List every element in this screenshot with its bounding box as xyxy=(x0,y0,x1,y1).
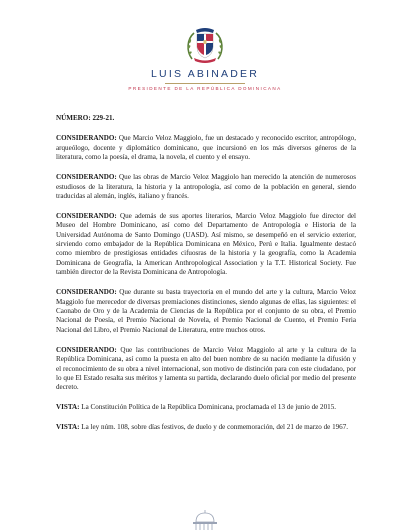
paragraph-text: La ley núm. 108, sobre días festivos, de duelo y de conmemoración, del 21 de marzo de 1967. xyxy=(79,423,349,432)
letterhead-name: LUIS ABINADER xyxy=(151,68,259,80)
paragraph-text: Que además de sus aportes literarios, Marcio Veloz Maggiolo fue director del Museo del Hombre Dominicano, así como del Departamento de Antropología e Historia de la Universidad Autónoma de Santo Domingo (UASD). Así mismo, se desempeñó en el servicio exterior, sirviendo como embajador de la República Dominicana en México, Perú e Italia. Igualmente destacó como miembro de prestigiosas entidades cifuosras de la historia y la geografía, como la Academia Dominicana de Geografía, la American Anthropological Association y la T.T. Historical Society. Fue también director de la Revista Dominicana de Antropología. xyxy=(56,211,356,277)
paragraph-text: Que las contribuciones de Marcio Veloz Maggiolo al arte y la cultura de la República Dominicana, así como la puesta en alto del buen nombre de su nación mediante la difusión y el reconocimiento de su obra a nivel internacional, son motivo de distinción para con este ciudadano, por lo que El Estado resalta sus méritos y lamenta su partida, declarando duelo oficial por medio del presente decreto. xyxy=(56,345,356,392)
vista-paragraph-1 xyxy=(56,403,356,412)
national-palace-icon xyxy=(187,508,223,530)
considerando-paragraph-2 xyxy=(56,173,356,201)
considerando-paragraph-3 xyxy=(56,212,356,278)
paragraph-label: VISTA: xyxy=(56,423,80,432)
considerando-paragraph-4 xyxy=(56,288,356,335)
decree-body xyxy=(56,114,356,443)
letterhead-subtitle: PRESIDENTE DE LA REPÚBLICA DOMINICANA xyxy=(128,86,282,91)
considerando-paragraph-1 xyxy=(56,134,356,162)
considerando-paragraph-5 xyxy=(56,346,356,393)
paragraph-text: Que las obras de Marcio Veloz Maggiolo han merecido la atención de numerosos estudiosos de la literatura, la historia y la antropología, así como de la población en general, siendo traducidas al alemán, inglés, italiano y francés. xyxy=(56,173,356,200)
paragraph-label: CONSIDERANDO: xyxy=(56,211,117,220)
vista-paragraph-2 xyxy=(56,423,356,432)
letterhead-divider xyxy=(165,83,245,84)
paragraph-label: CONSIDERANDO: xyxy=(56,345,117,354)
coat-of-arms-icon xyxy=(184,25,226,65)
paragraph-text: Que durante su basta trayectoria en el mundo del arte y la cultura, Marcio Veloz Maggiolo fue merecedor de diversas premiaciones distinciones, siendo algunas de ellas, las siguientes: el Caonabo de Oro y de la Academia de Ciencias de la República por el conjunto de su obra, el Premio Nacional de Poesía, el Premio Nacional de Novela, el Premio Nacional de Cuento, el Premio Feria Nacional del Libro, el Premio Nacional de Literatura, entre muchos otros. xyxy=(56,288,356,334)
paragraph-text: Que Marcio Veloz Maggiolo, fue un destacado y reconocido escritor, antropólogo, arqueólogo, docente y diplomático dominicano, que incursionó en los más diversos géneros de la literatura, como la poesía, el drama, la novela, el cuento y el ensayo. xyxy=(56,134,356,162)
decree-number: NÚMERO: 229-21. xyxy=(56,114,115,122)
paragraph-text: La Constitución Política de la República Dominicana, proclamada el 13 de junio de 2015. xyxy=(79,403,337,412)
paragraph-label: CONSIDERANDO: xyxy=(56,134,117,143)
paragraph-label: CONSIDERANDO: xyxy=(56,288,117,297)
paragraph-label: VISTA: xyxy=(56,403,80,412)
paragraph-label: CONSIDERANDO: xyxy=(56,173,117,182)
